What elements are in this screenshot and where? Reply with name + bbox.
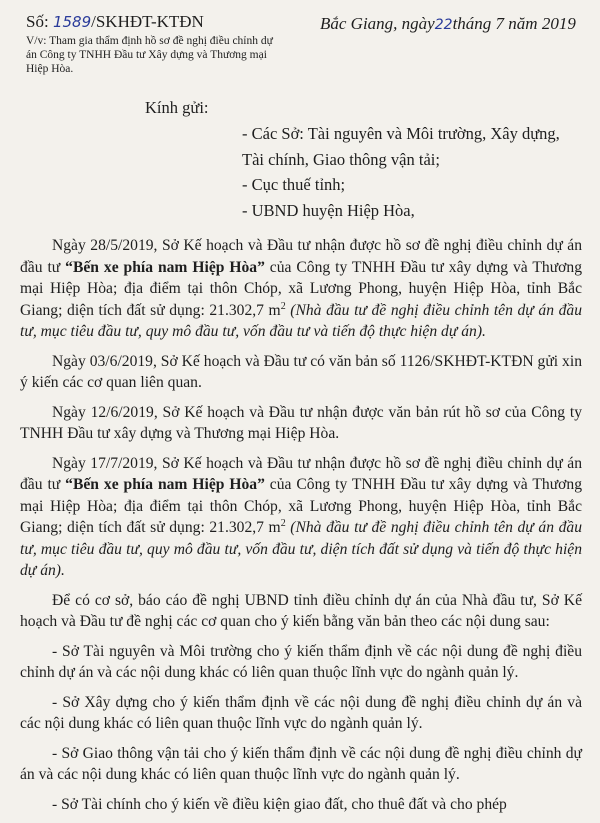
body-text: của Công ty TNHH Đầu tư xây dựng và Thương mại Hiệp Hòa; địa điểm tại thôn Chóp, xã Lương Phong, huyện Hiệp Hòa, tỉnh Bắc Giang; diện tích đất sử dụng: 21.302,7 m xyxy=(20,258,582,319)
body-note: (Nhà đầu tư đề nghị điều chỉnh tên dự án đầu tư, mục tiêu đầu tư, quy mô đầu tư, vốn đầu tư và tiến độ thực hiện dự án). xyxy=(20,301,582,340)
body-text: Ngày 17/7/2019, Sở Kế hoạch và Đầu tư nhận được hồ sơ đề nghị điều chỉnh dự án đầu tư xyxy=(20,454,582,493)
body-text: Ngày 28/5/2019, Sở Kế hoạch và Đầu tư nhận được hồ sơ đề nghị điều chỉnh dự án đầu tư xyxy=(20,237,582,276)
document-number-handwritten: 1589 xyxy=(52,13,92,31)
recipient-line: - Cục thuế tỉnh; xyxy=(242,175,346,194)
document-body xyxy=(20,235,582,823)
body-paragraph xyxy=(20,453,582,582)
salutation-label: Kính gửi: xyxy=(145,98,209,117)
document-number-line xyxy=(26,12,276,32)
body-paragraph xyxy=(20,235,582,343)
document-header-left xyxy=(26,12,276,76)
date-day-handwritten: 22 xyxy=(434,17,453,33)
recipient-line: - UBND huyện Hiệp Hòa, xyxy=(242,200,415,220)
unit-superscript: 2 xyxy=(280,300,286,312)
body-paragraph: - Sở Tài nguyên và Môi trường cho ý kiến thẩm định về các nội dung đề nghị điều chỉnh dự án và các nội dung khác có liên quan thuộc lĩnh vực do ngành quản lý. xyxy=(20,642,582,681)
document-number-prefix: Số: xyxy=(26,12,49,31)
date-suffix: tháng 7 năm 2019 xyxy=(452,14,576,33)
body-paragraph: - Sở Giao thông vận tải cho ý kiến thẩm định về các nội dung đề nghị điều chỉnh dự án và các nội dung khác có liên quan thuộc lĩnh vực do ngành quản lý. xyxy=(20,744,582,783)
body-paragraph: Ngày 03/6/2019, Sở Kế hoạch và Đầu tư có văn bản số 1126/SKHĐT-KTĐN gửi xin ý kiến các cơ quan liên quan. xyxy=(20,352,582,391)
unit-superscript: 2 xyxy=(280,517,286,529)
body-paragraph: - Sở Tài chính cho ý kiến về điều kiện giao đất, cho thuê đất và cho phép xyxy=(52,795,507,813)
recipient-list xyxy=(242,121,582,223)
body-text: của Công ty TNHH Đầu tư xây dựng và Thương mại Hiệp Hòa; địa điểm tại thôn Chóp, xã Lương Phong, huyện Hiệp Hòa, tỉnh Bắc Giang; diện tích đất sử dụng: 21.302,7 m xyxy=(20,476,582,536)
recipient-line: Tài chính, Giao thông vận tải; xyxy=(242,149,440,169)
body-paragraph: Ngày 12/6/2019, Sở Kế hoạch và Đầu tư nhận được văn bản rút hồ sơ của Công ty TNHH Đầu tư xây dựng và Thương mại Hiệp Hòa. xyxy=(20,403,582,442)
document-number-suffix: /SKHĐT-KTĐN xyxy=(91,12,204,31)
project-name: “Bến xe phía nam Hiệp Hòa” xyxy=(65,258,265,276)
body-paragraph: Để có cơ sở, báo cáo đề nghị UBND tỉnh điều chỉnh dự án của Nhà đầu tư, Sở Kế hoạch và Đầu tư đề nghị các cơ quan cho ý kiến bằng văn bản theo các nội dung sau: xyxy=(20,591,582,630)
recipient-line: - Các Sở: Tài nguyên và Môi trường, Xây dựng, xyxy=(242,124,560,143)
project-name: “Bến xe phía nam Hiệp Hòa” xyxy=(65,476,265,493)
document-date-line xyxy=(320,14,590,34)
body-paragraph: - Sở Xây dựng cho ý kiến thẩm định về các nội dung đề nghị điều chỉnh dự án và các nội dung khác có liên quan thuộc lĩnh vực do ngành quản lý. xyxy=(20,693,582,732)
document-subject: V/v: Tham gia thẩm định hồ sơ đề nghị điều chỉnh dự án Công ty TNHH Đầu tư Xây dựng và Thương mại Hiệp Hòa. xyxy=(26,35,273,75)
body-note: (Nhà đầu tư đề nghị điều chỉnh tên dự án đầu tư, mục tiêu đầu tư, quy mô đầu tư, vốn đầu tư, diện tích đất sử dụng và tiến độ thực hiện dự án). xyxy=(20,519,582,579)
date-prefix: Bắc Giang, ngày xyxy=(320,14,435,33)
